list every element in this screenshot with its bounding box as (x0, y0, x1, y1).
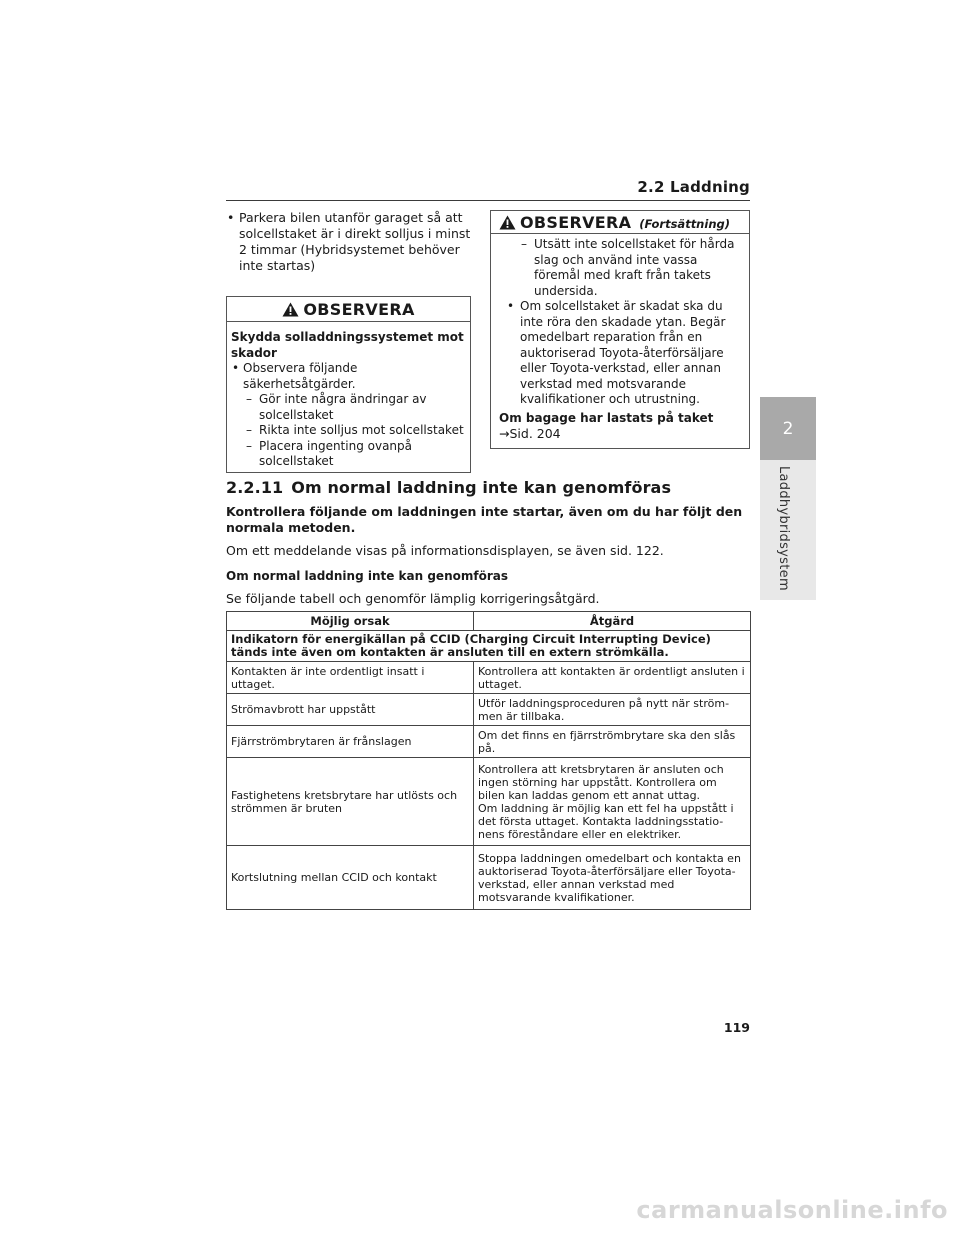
luggage-heading: Om bagage har lastats på taket (499, 410, 714, 425)
chapter-tab: 2 (760, 397, 816, 460)
sub-text: Se följande tabell och genomför lämplig korrigeringsåtgärd. (226, 591, 600, 606)
header-rule (226, 200, 750, 201)
caution-subitem: – Placera ingenting ovanpå solcellstaket (246, 438, 412, 468)
table-row (227, 694, 751, 726)
table-row (227, 662, 751, 694)
caution-body (491, 234, 749, 448)
table-row (227, 758, 751, 846)
intro-text: Om ett meddelande visas på informationsdisplayen, se även sid. 122. (226, 543, 664, 558)
caution-subitem: – Gör inte några ändringar av solcellstaket (246, 392, 427, 422)
section-title-text: Om normal laddning inte kan genomföras (291, 478, 672, 497)
caution-item: • Observera följande säkerhetsåtgärder. (232, 361, 358, 391)
arrow-icon: → (499, 426, 510, 441)
section-title (226, 478, 756, 497)
table-cell-cause: Kortslutning mellan CCID och kontakt (227, 846, 474, 910)
caution-title: OBSERVERA (303, 299, 415, 319)
section-number: 2.2.11 (226, 478, 284, 497)
table-cell-action: Om det finns en fjärrströmbrytare ska den slås på. (474, 726, 751, 758)
table-cell-cause: Kontakten är inte ordentligt insatt i uttaget. (227, 662, 474, 694)
caution-header (227, 297, 470, 322)
chapter-label: Laddhybridsystem (776, 466, 791, 591)
table-row (227, 726, 751, 758)
table-cell-cause: Fastighetens kretsbrytare har utlösts och strömmen är bruten (227, 758, 474, 846)
caution-box-left (226, 296, 471, 473)
caution-subitem: – Rikta inte solljus mot solcellstaket (246, 423, 464, 437)
intro-bold: Kontrollera följande om laddningen inte startar, även om du har följt den normala metoden. (226, 504, 743, 535)
caution-title: OBSERVERA (520, 212, 632, 232)
left-column (226, 210, 471, 473)
caution-body (227, 322, 470, 472)
table-header: Möjlig orsak (227, 612, 474, 631)
table-cell-cause: Strömavbrott har uppstått (227, 694, 474, 726)
caution-item: • Om solcellstaket är skadat ska du inte röra den skadade ytan. Begär omedelbart reparation från en auktoriserad Toyota-återförsäljare eller Toyota-verkstad, eller annan verkstad med motsvarande kvalifikationer och utrustning. (507, 299, 726, 406)
table-cell-action: Kontrollera att kretsbrytaren är ansluten och ingen störning har uppstått. Kontrollera om bilen kan laddas genom ett annat uttag. Om laddning är möjlig kan ett fel ha uppstått i det första uttaget. Kontakta laddningsstatio-nens föreståndare eller en elektriker. (474, 758, 751, 846)
caution-heading: Skydda solladdningssystemet mot skador (231, 330, 464, 360)
warning-icon (499, 215, 516, 230)
table-cell-action: Stoppa laddningen omedelbart och kontakta en auktoriserad Toyota-återförsäljare eller Toyota-verkstad, eller annan verkstad med motsvarande kvalifikationer. (474, 846, 751, 910)
right-column (490, 210, 750, 449)
watermark: carmanualsonline.info (636, 1196, 948, 1224)
sub-heading: Om normal laddning inte kan genomföras (226, 569, 508, 583)
table-cell-action: Utför laddningsproceduren på nytt när ström-men är tillbaka. (474, 694, 751, 726)
troubleshooting-table (226, 611, 751, 910)
table-header-row (227, 612, 751, 631)
table-row (227, 846, 751, 910)
table-span-cell: Indikatorn för energikällan på CCID (Charging Circuit Interrupting Device) tänds inte även om kontakten är ansluten till en extern strömkälla. (227, 631, 751, 662)
table-cell-cause: Fjärrströmbrytaren är frånslagen (227, 726, 474, 758)
section-header: 2.2 Laddning (637, 178, 750, 196)
table-header: Åtgärd (474, 612, 751, 631)
table-span-row (227, 631, 751, 662)
caution-subitem: – Utsätt inte solcellstaket för hårda slag och använd inte vassa föremål med kraft från takets undersida. (521, 237, 735, 298)
warning-icon (282, 302, 299, 317)
caution-box-right (490, 210, 750, 449)
parking-bullet: • Parkera bilen utanför garaget så att solcellstaket är i direkt solljus i minst 2 timmar (Hybridsystemet behöver inte startas) (227, 210, 471, 273)
page-number: 119 (723, 1020, 750, 1035)
parking-bullet-text: Parkera bilen utanför garaget så att solcellstaket är i direkt solljus i minst 2 timmar (Hybridsystemet behöver inte startas) (239, 210, 471, 273)
page-reference[interactable]: →Sid. 204 (499, 426, 561, 441)
table-cell-action: Kontrollera att kontakten är ordentligt ansluten i uttaget. (474, 662, 751, 694)
caution-header (491, 211, 749, 234)
caution-continued: (Fortsättning) (639, 217, 730, 231)
